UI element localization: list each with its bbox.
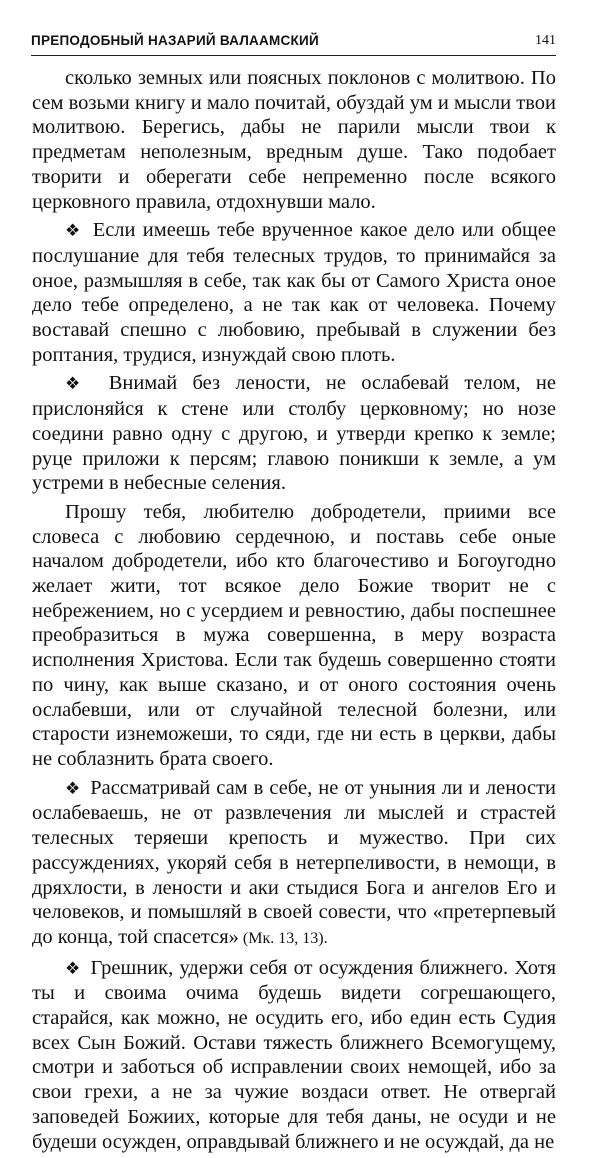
- paragraph-6: [32, 956, 556, 1155]
- paragraph-text: Если имеешь тебе врученное какое дело или общее послушание для тебя телесных трудов, то принимайся за оное, размышляя в себе, так как бы от Самого Христа оное дело тебе определено, а не так как от человека. Почему воставай спешно с любовию, пребывай в служении без роптания, трудися, изнуждай свою плоть.: [32, 219, 557, 366]
- diamond-asterisk-icon: ❖: [65, 778, 82, 798]
- diamond-asterisk-icon: ❖: [65, 958, 82, 978]
- diamond-asterisk-icon: ❖: [65, 374, 91, 394]
- paragraph-text: сколько земных или поясных поклонов с молитвою. По сем возьми книгу и мало почитай, обуздай ум и мысли твои молитвою. Берегись, дабы не парили мысли твои к предметам неполезным, вредным душе. Тако подобает творити и оберегати себе непременно после всякого церковного правила, отдохнувши мало.: [32, 67, 556, 213]
- scripture-citation: (Мк. 13, 13).: [238, 929, 328, 947]
- paragraph-text: Грешник, удержи себя от осуждения ближнего. Хотя ты и своима очима будешь видети согрешающего, старайся, как можно, не осудить его, ибо един есть Судия всех Сын Божий. Остави тяжесть ближнего Всемогущему, смотри и заботься об исправлении своих немощей, ибо за свои грехи, а не за чужие воздаси ответ. Не отвергай заповедей Божиих, которые для тебя даны, не осуди и не будеши осужден, оправдывай ближнего и не осуждай, да не: [32, 956, 556, 1153]
- body-text: [32, 66, 556, 1158]
- paragraph-text: Прошу тебя, любителю добродетели, приими все словеса с любовию сердечною, и поставь себе оные началом добродетели, ибо кто благочестиво и Богоугодно желает жити, тот всякое дело Божие творит не с небрежением, но с усердием и ревностию, дабы поспешнее преобразиться в мужа совершенна, в меру возраста исполнения Христова. Если так будешь совершенно стояти по чину, как выше сказано, и от оного состояния очень ослабевши, или от случайной телесной болезни, или старости изнеможеши, то сяди, где ни есть в церкви, дабы не соблазнить брата своего.: [32, 500, 556, 770]
- running-head: [31, 33, 556, 56]
- paragraph-2: [32, 218, 556, 367]
- paragraph-4: [32, 500, 556, 772]
- paragraph-1: [32, 66, 556, 214]
- page-number: 141: [535, 33, 556, 48]
- diamond-asterisk-icon: ❖: [65, 221, 83, 241]
- running-title: ПРЕПОДОБНЫЙ НАЗАРИЙ ВАЛААМСКИЙ: [31, 33, 319, 48]
- paragraph-text: Внимай без лености, не ослабевай телом, не прислоняйся к стене или столбу церковному; но нозе соедини равно одну с другою, и утверди крепко к земле; руце приложи к персям; главою поникши к земле, а ум устреми в небесные селения.: [32, 372, 556, 495]
- paragraph-3: [32, 371, 556, 496]
- paragraph-text: Рассматривай сам в себе, не от уныния ли и лености ослабеваешь, не от развлечения ли мыслей и страстей телесных теряеши крепость и мужество. При сих рассуждениях, укоряй себя в нетерпеливости, в немощи, в дряхлости, в лености и аки стыдися Бога и ангелов Его и человеков, и помышляй в своей совести, что «претерпевый до конца, той спасется»: [32, 776, 557, 948]
- paragraph-5: [32, 776, 556, 952]
